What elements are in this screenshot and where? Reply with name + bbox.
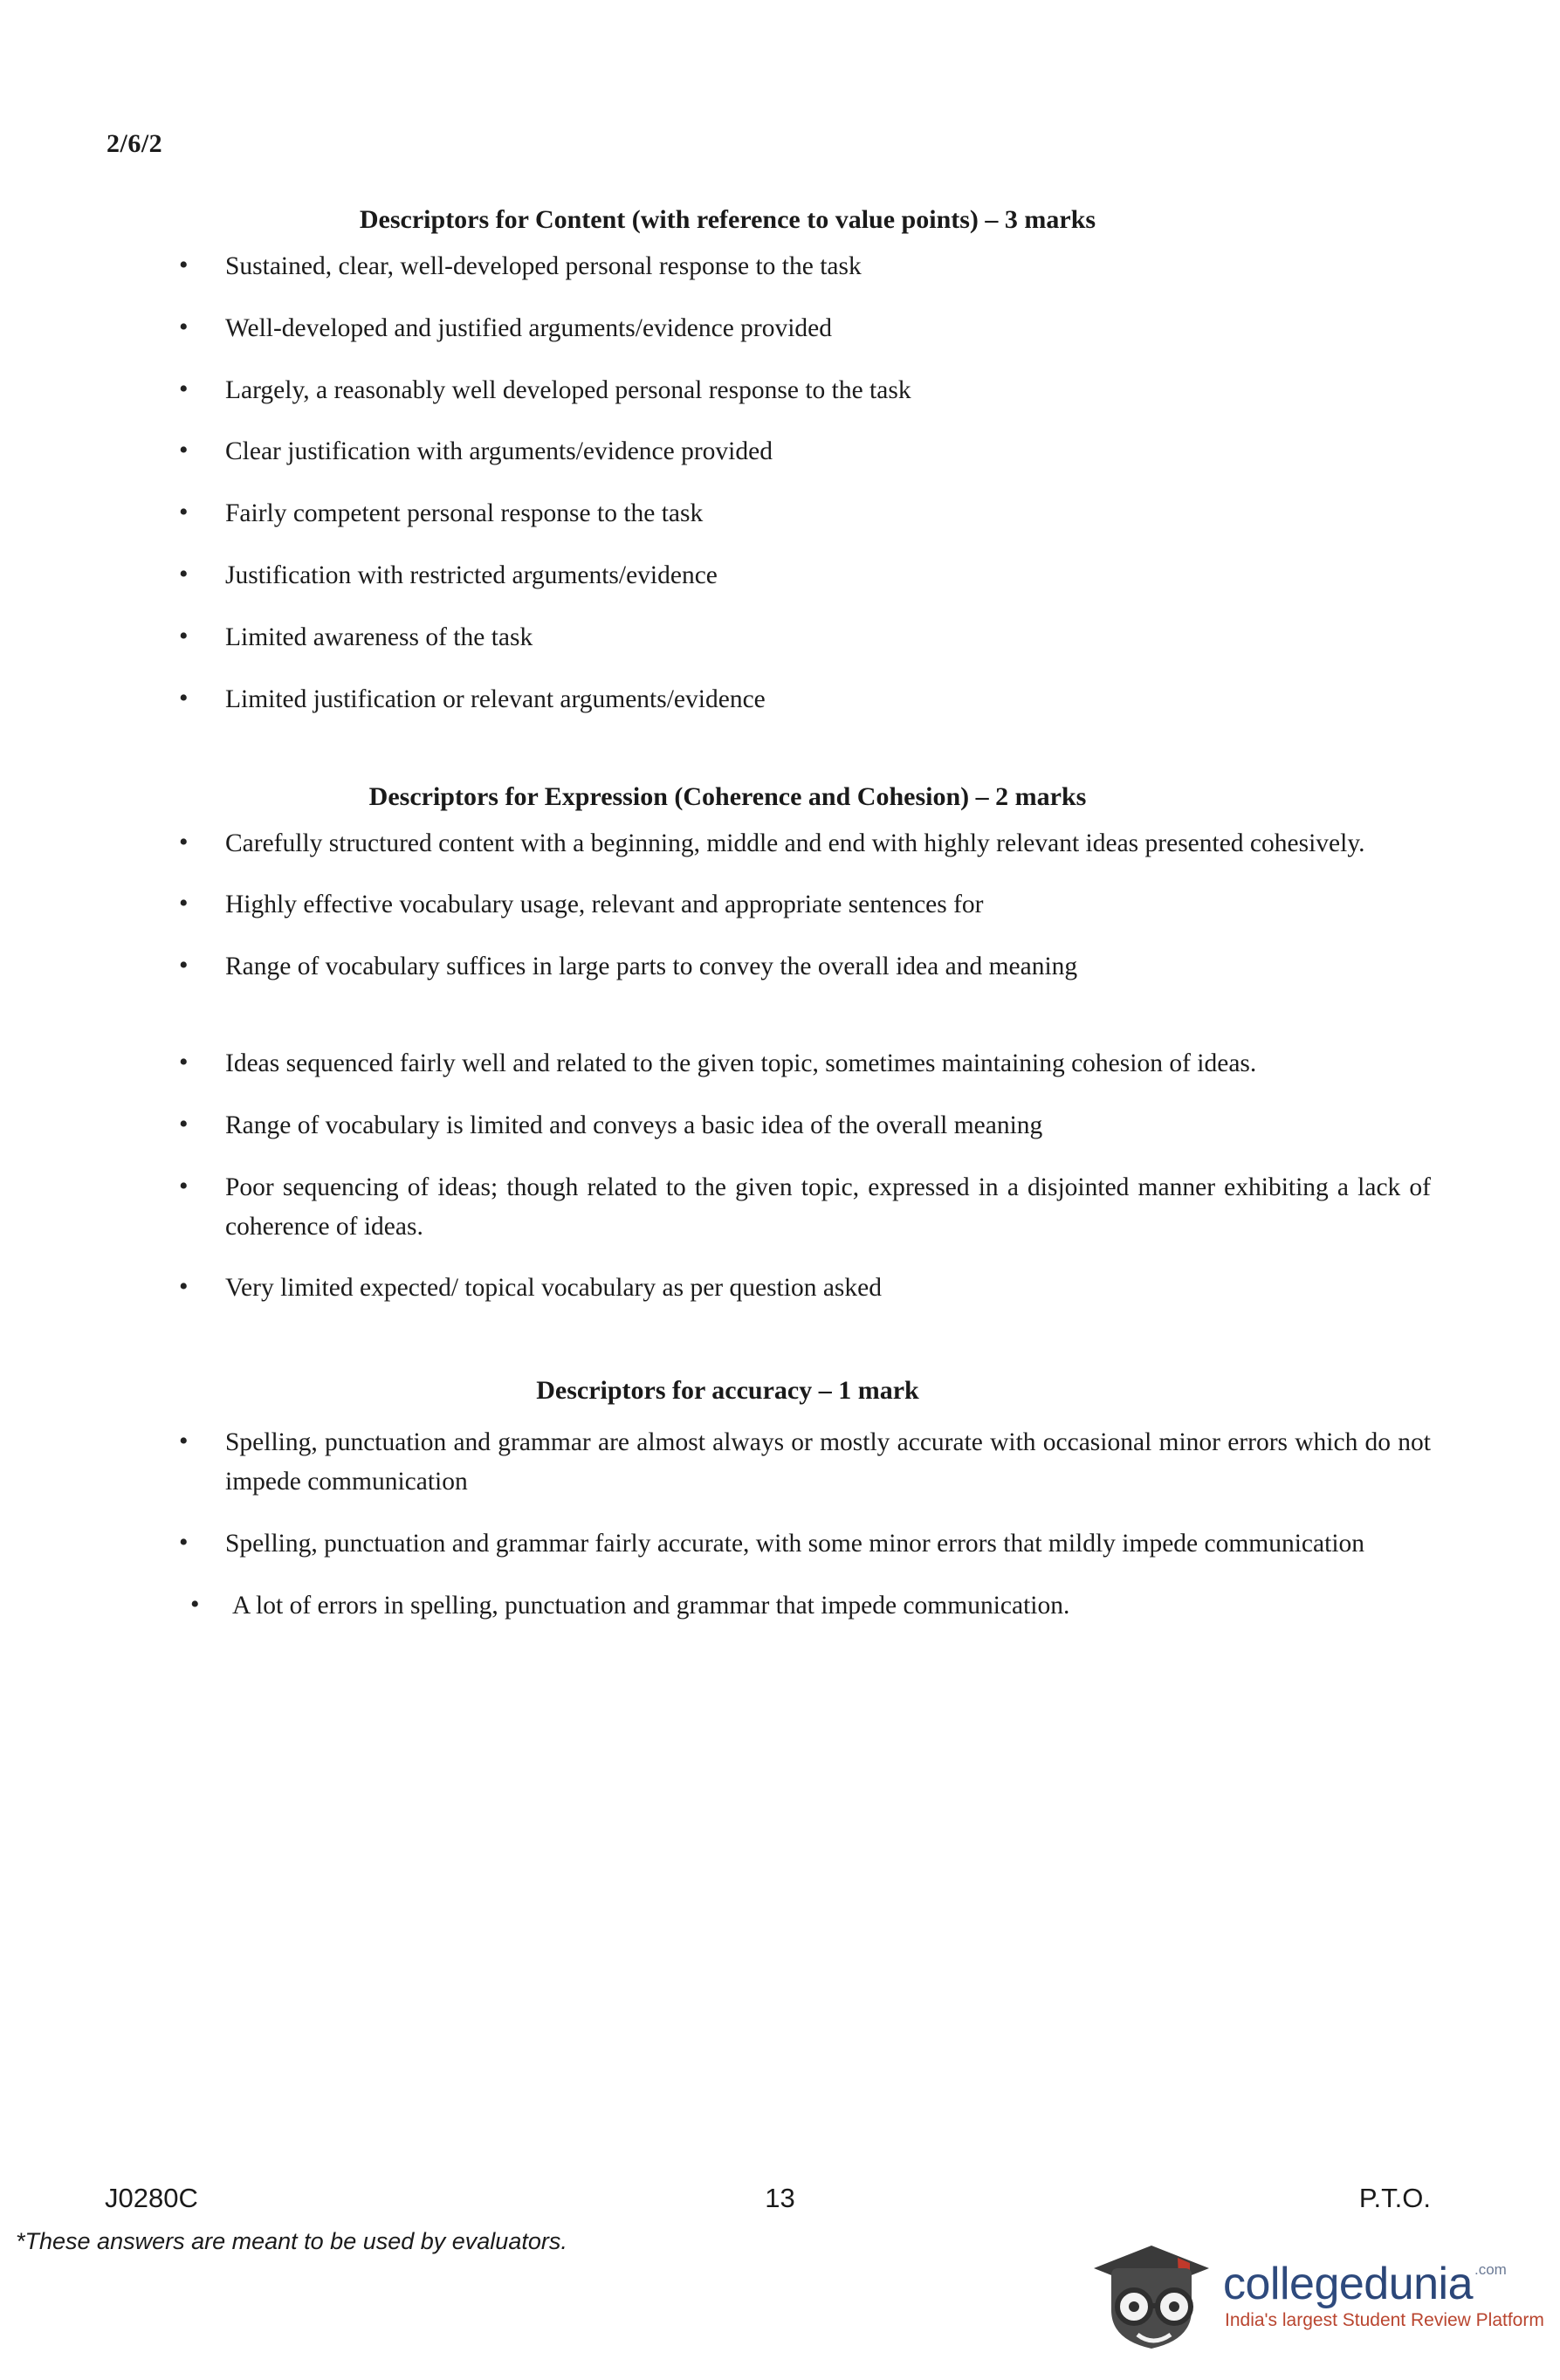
bullet-icon: • (179, 1427, 189, 1456)
bullet-icon: • (179, 374, 189, 403)
bullet-icon: • (179, 1272, 189, 1302)
bullet-icon: • (179, 251, 189, 279)
logo-name-part1: college (1223, 2259, 1364, 2309)
list-item-text: Clear justification with arguments/evidence provided (225, 437, 773, 466)
bullet-icon: • (179, 827, 189, 856)
marks-code: 2/6/2 (107, 129, 163, 158)
list-item (0, 556, 1560, 595)
list-item-text: Range of vocabulary suffices in large parts to convey the overall idea and meaning (225, 953, 1078, 981)
bullet-icon: • (179, 312, 189, 341)
list-item-text: Ideas sequenced fairly well and related to the given topic, sometimes maintaining cohesion of ideas. (225, 1049, 1257, 1078)
bullet-icon: • (179, 621, 189, 650)
document-content (0, 205, 1560, 1648)
list-item-text: Fairly competent personal response to the task (225, 499, 704, 528)
bullet-icon: • (179, 1527, 189, 1557)
list-item-text: Highly effective vocabulary usage, relevant and appropriate sentences for (225, 891, 984, 919)
section-heading-expression: Descriptors for Expression (Coherence and Cohesion) – 2 marks (368, 781, 1087, 811)
list-item-text: Very limited expected/ topical vocabulary as per question asked (225, 1274, 882, 1303)
list-item-text: Limited justification or relevant arguments/evidence (225, 684, 766, 713)
list-item-text: Justification with restricted arguments/evidence (225, 561, 718, 590)
list-item-text: A lot of errors in spelling, punctuation and grammar that impede communication. (232, 1591, 1070, 1620)
bullet-icon: • (179, 560, 189, 589)
list-item (0, 247, 1560, 286)
bullet-icon: • (179, 1048, 189, 1077)
bullet-icon: • (179, 1171, 189, 1200)
descriptor-list-content (0, 247, 1560, 719)
list-item (0, 1524, 1560, 1564)
list-item (0, 1423, 1560, 1502)
bullet-icon: • (179, 1109, 189, 1138)
logo-tagline: India's largest Student Review Platform (1225, 2310, 1544, 2330)
list-item-text: Largely, a reasonably well developed personal response to the task (225, 375, 911, 404)
footer-page-number: 13 (765, 2183, 795, 2213)
bullet-icon: • (179, 951, 189, 980)
mascot-svg (1087, 2223, 1216, 2356)
list-item-text: Poor sequencing of ideas; though related to the given topic, expressed in a disjointed manner exhibiting a lack of coherence of ideas. (225, 1173, 1431, 1241)
bullet-icon: • (179, 498, 189, 527)
bullet-icon: • (190, 1589, 200, 1619)
list-item (0, 1168, 1560, 1247)
section-heading-content: Descriptors for Content (with reference to value points) – 3 marks (359, 205, 1096, 234)
list-item-text: Spelling, punctuation and grammar are almost always or mostly accurate with occasional minor errors which do not impede communication (225, 1428, 1431, 1496)
bullet-icon: • (179, 683, 189, 712)
list-item-text: Spelling, punctuation and grammar fairly accurate, with some minor errors that mildly impede communication (225, 1529, 1365, 1558)
list-item-text: Carefully structured content with a beginning, middle and end with highly relevant ideas presented cohesively. (225, 829, 1365, 857)
bullet-icon: • (179, 436, 189, 465)
collegedunia-mascot-icon (1087, 2223, 1216, 2356)
collegedunia-watermark (1087, 2216, 1544, 2356)
footer-paper-code: J0280C (105, 2183, 198, 2213)
footer-pto: P.T.O. (1358, 2183, 1431, 2213)
logo-domain-suffix: .com (1474, 2261, 1507, 2278)
list-item (0, 1044, 1560, 1083)
list-item (0, 309, 1560, 348)
list-item (0, 947, 1560, 987)
descriptor-list-expression (0, 824, 1560, 1309)
list-item (0, 618, 1560, 657)
footnote-text: *These answers are meant to be used by evaluators. (16, 2228, 567, 2254)
list-item (0, 1269, 1560, 1308)
bullet-icon: • (179, 889, 189, 918)
section-heading-accuracy: Descriptors for accuracy – 1 mark (536, 1376, 919, 1406)
list-item (0, 432, 1560, 471)
list-item (0, 1586, 1560, 1626)
list-item-text: Limited awareness of the task (225, 623, 533, 651)
list-item (0, 1106, 1560, 1145)
logo-name-part2: dunia (1364, 2259, 1474, 2309)
descriptor-list-accuracy (0, 1423, 1560, 1625)
list-item (0, 371, 1560, 410)
list-item (0, 494, 1560, 533)
list-item-text: Well-developed and justified arguments/evidence provided (225, 313, 833, 342)
collegedunia-wordmark (1223, 2258, 1473, 2310)
list-item (0, 885, 1560, 925)
list-item-text: Sustained, clear, well-developed personal response to the task (225, 252, 862, 280)
list-item-text: Range of vocabulary is limited and conveys a basic idea of the overall meaning (225, 1111, 1043, 1139)
list-item (0, 824, 1560, 863)
list-item (0, 680, 1560, 719)
